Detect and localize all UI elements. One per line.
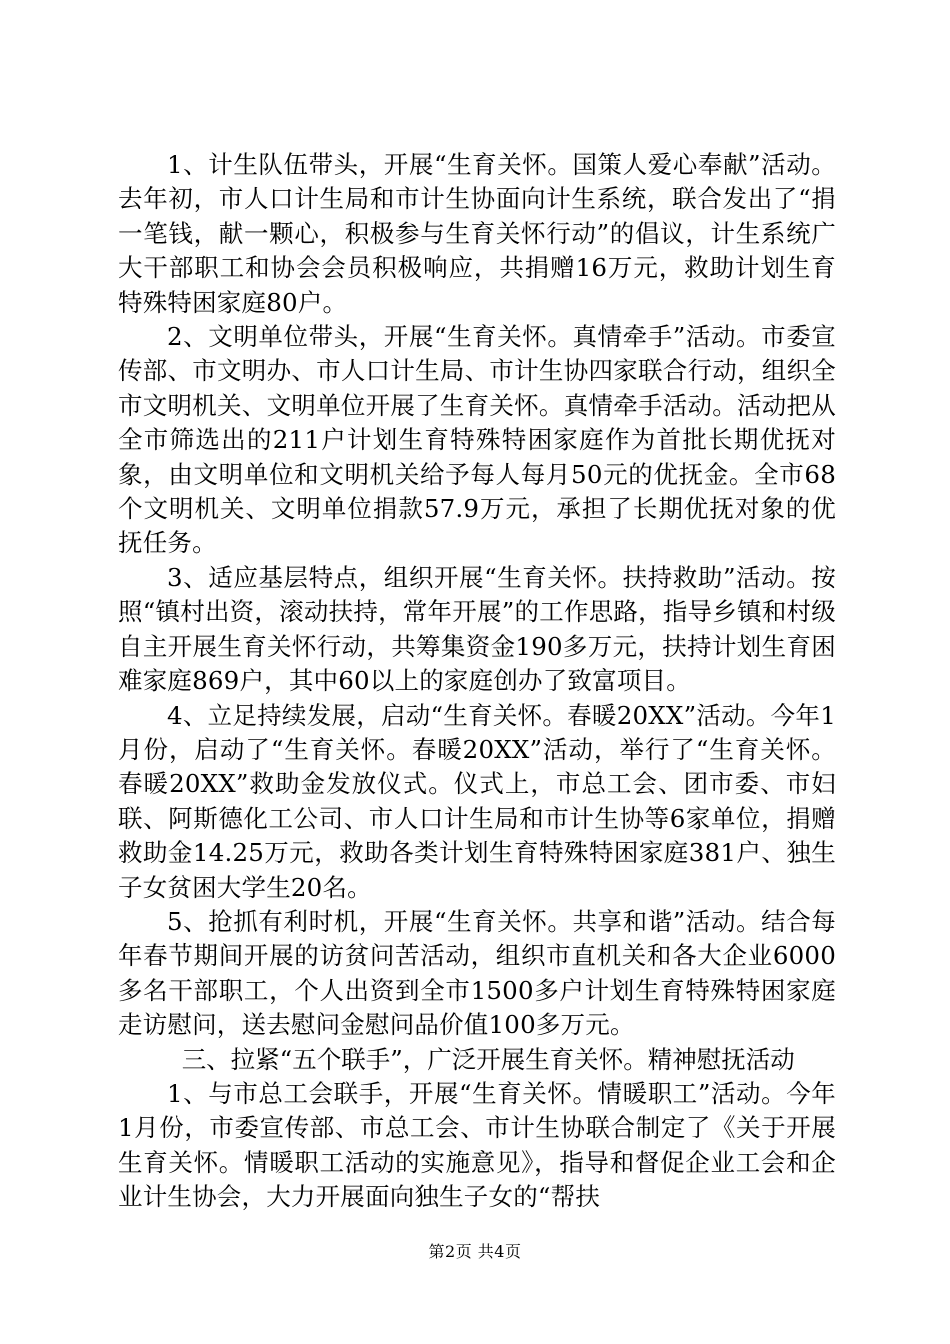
paragraph-4: 4、立足持续发展，启动“生育关怀。春暖20XX”活动。今年1月份，启动了“生育关怀。春暖20XX”活动，举行了“生育关怀。春暖20XX”救助金发放仪式。仪式上，市总工会、团市委、市妇联、阿斯德化工公司、市人口计生局和市计生协等6家单位，捐赠救助金14.25万元，救助各类计划生育特殊特困家庭381户、独生子女贫困大学生20名。 (118, 700, 836, 902)
paragraph-1: 1、计生队伍带头，开展“生育关怀。国策人爱心奉献”活动。去年初，市人口计生局和市计生协面向计生系统，联合发出了“捐一笔钱，献一颗心，积极参与生育关怀行动”的倡议，计生系统广大干部职工和协会会员积极响应，共捐赠16万元，救助计划生育特殊特困家庭80户。 (118, 150, 836, 317)
paragraph-5: 5、抢抓有利时机，开展“生育关怀。共享和谐”活动。结合每年春节期间开展的访贫问苦活动，组织市直机关和各大企业6000多名干部职工，个人出资到全市1500多户计划生育特殊特困家庭走访慰问，送去慰问金慰问品价值100多万元。 (118, 906, 836, 1040)
section-heading: 三、拉紧“五个联手”，广泛开展生育关怀。精神慰抚活动 (181, 1044, 795, 1074)
paragraph-3: 3、适应基层特点，组织开展“生育关怀。扶持救助”活动。按照“镇村出资，滚动扶持，常年开展”的工作思路，指导乡镇和村级自主开展生育关怀行动，共筹集资金190多万元，扶持计划生育困难家庭869户，其中60以上的家庭创办了致富项目。 (118, 562, 836, 696)
page-footer: 第2页 共4页 (428, 1242, 522, 1261)
paragraph-6: 1、与市总工会联手，开展“生育关怀。情暖职工”活动。今年1月份，市委宣传部、市总工会、市计生协联合制定了《关于开展生育关怀。情暖职工活动的实施意见》，指导和督促企业工会和企业计生协会，大力开展面向独生子女的“帮扶 (118, 1078, 836, 1212)
document-body (118, 148, 836, 1215)
paragraph-2: 2、文明单位带头，开展“生育关怀。真情牵手”活动。市委宣传部、市文明办、市人口计生局、市计生协四家联合行动，组织全市文明机关、文明单位开展了生育关怀。真情牵手活动。活动把从全市筛选出的211户计划生育特殊特困家庭作为首批长期优抚对象，由文明单位和文明机关给予每人每月50元的优抚金。全市68个文明机关、文明单位捐款57.9万元，承担了长期优抚对象的优抚任务。 (118, 322, 836, 558)
